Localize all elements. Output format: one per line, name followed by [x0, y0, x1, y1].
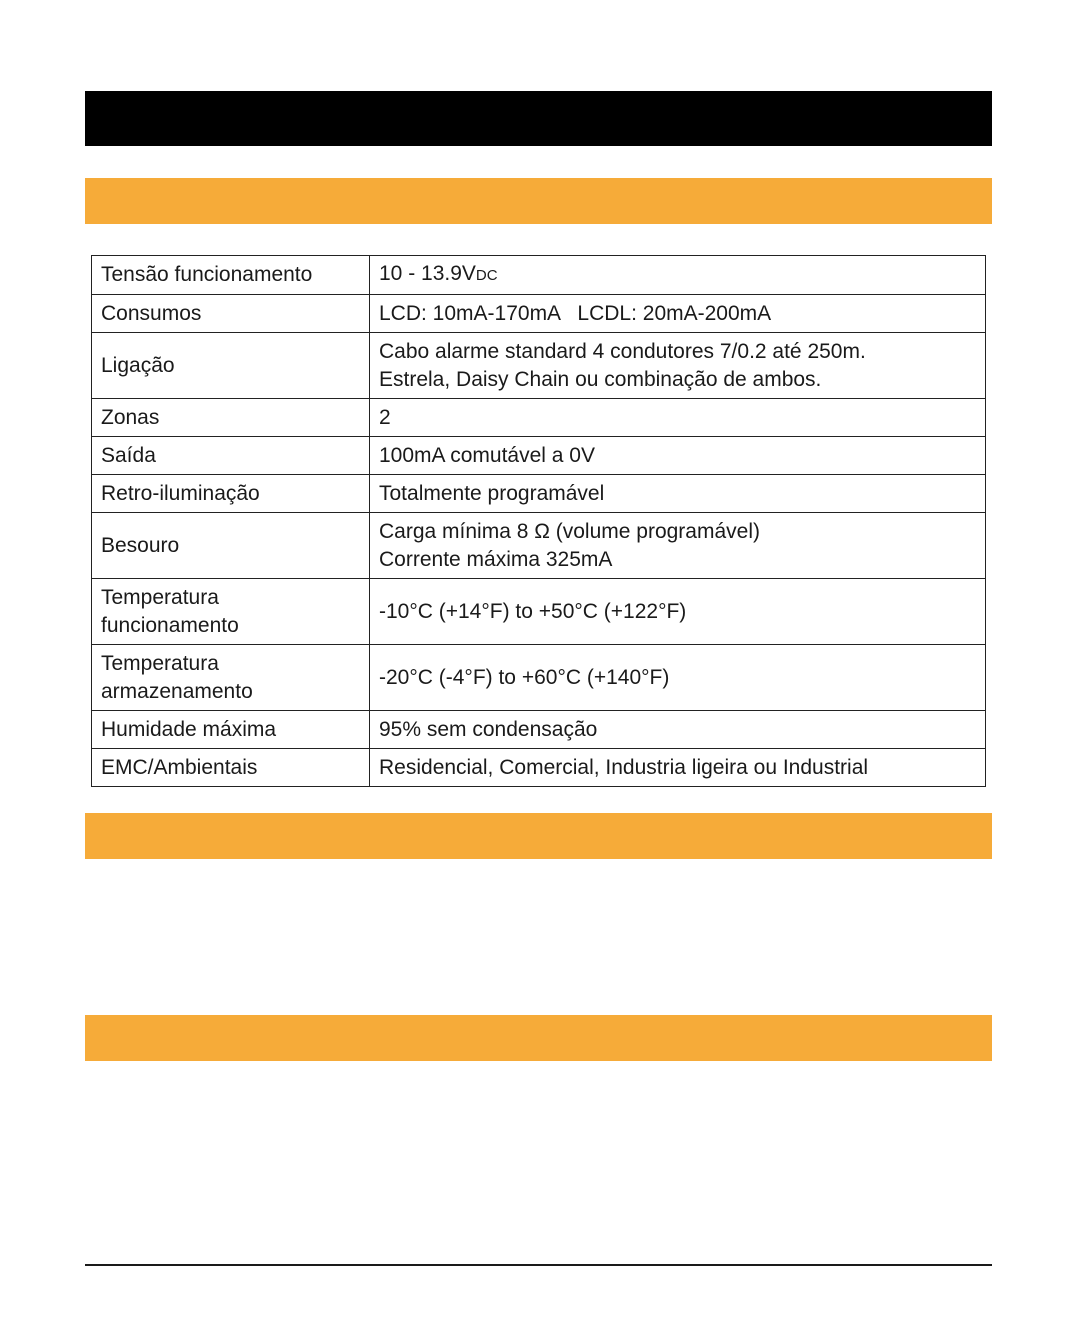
section-header-bar-specifications	[85, 178, 992, 224]
spec-label: Consumos	[92, 295, 370, 333]
table-row	[92, 333, 986, 399]
spec-value: Residencial, Comercial, Industria ligeira ou Industrial	[370, 749, 986, 787]
section-header-bar-2	[85, 813, 992, 859]
spec-value-text: 10 - 13.9V	[379, 262, 476, 285]
specifications-table	[91, 255, 986, 787]
table-row	[92, 711, 986, 749]
spec-value: LCD: 10mA-170mA LCDL: 20mA-200mA	[370, 295, 986, 333]
spec-value: -10°C (+14°F) to +50°C (+122°F)	[370, 579, 986, 645]
spec-value: -20°C (-4°F) to +60°C (+140°F)	[370, 645, 986, 711]
spec-label: Humidade máxima	[92, 711, 370, 749]
spec-value	[370, 256, 986, 295]
spec-value: Totalmente programável	[370, 475, 986, 513]
section-header-bar-3	[85, 1015, 992, 1061]
spec-label: Temperatura funcionamento	[92, 579, 370, 645]
spec-label: Zonas	[92, 399, 370, 437]
spec-value: Cabo alarme standard 4 condutores 7/0.2 até 250m. Estrela, Daisy Chain ou combinação de ambos.	[370, 333, 986, 399]
spec-label: Saída	[92, 437, 370, 475]
spec-value: 100mA comutável a 0V	[370, 437, 986, 475]
spec-label: Temperatura armazenamento	[92, 645, 370, 711]
spec-label: Ligação	[92, 333, 370, 399]
spec-label: EMC/Ambientais	[92, 749, 370, 787]
table-row	[92, 579, 986, 645]
spec-value: 95% sem condensação	[370, 711, 986, 749]
spec-value-subscript: DC	[475, 267, 498, 284]
table-row	[92, 295, 986, 333]
title-bar	[85, 91, 992, 146]
spec-value: 2	[370, 399, 986, 437]
spec-label: Tensão funcionamento	[92, 256, 370, 295]
spec-label: Besouro	[92, 513, 370, 579]
table-row	[92, 399, 986, 437]
table-row	[92, 256, 986, 295]
table-row	[92, 749, 986, 787]
footer-rule	[85, 1264, 992, 1266]
spec-label: Retro-iluminação	[92, 475, 370, 513]
table-row	[92, 475, 986, 513]
spec-value: Carga mínima 8 Ω (volume programável) Corrente máxima 325mA	[370, 513, 986, 579]
table-row	[92, 645, 986, 711]
table-row	[92, 437, 986, 475]
table-row	[92, 513, 986, 579]
